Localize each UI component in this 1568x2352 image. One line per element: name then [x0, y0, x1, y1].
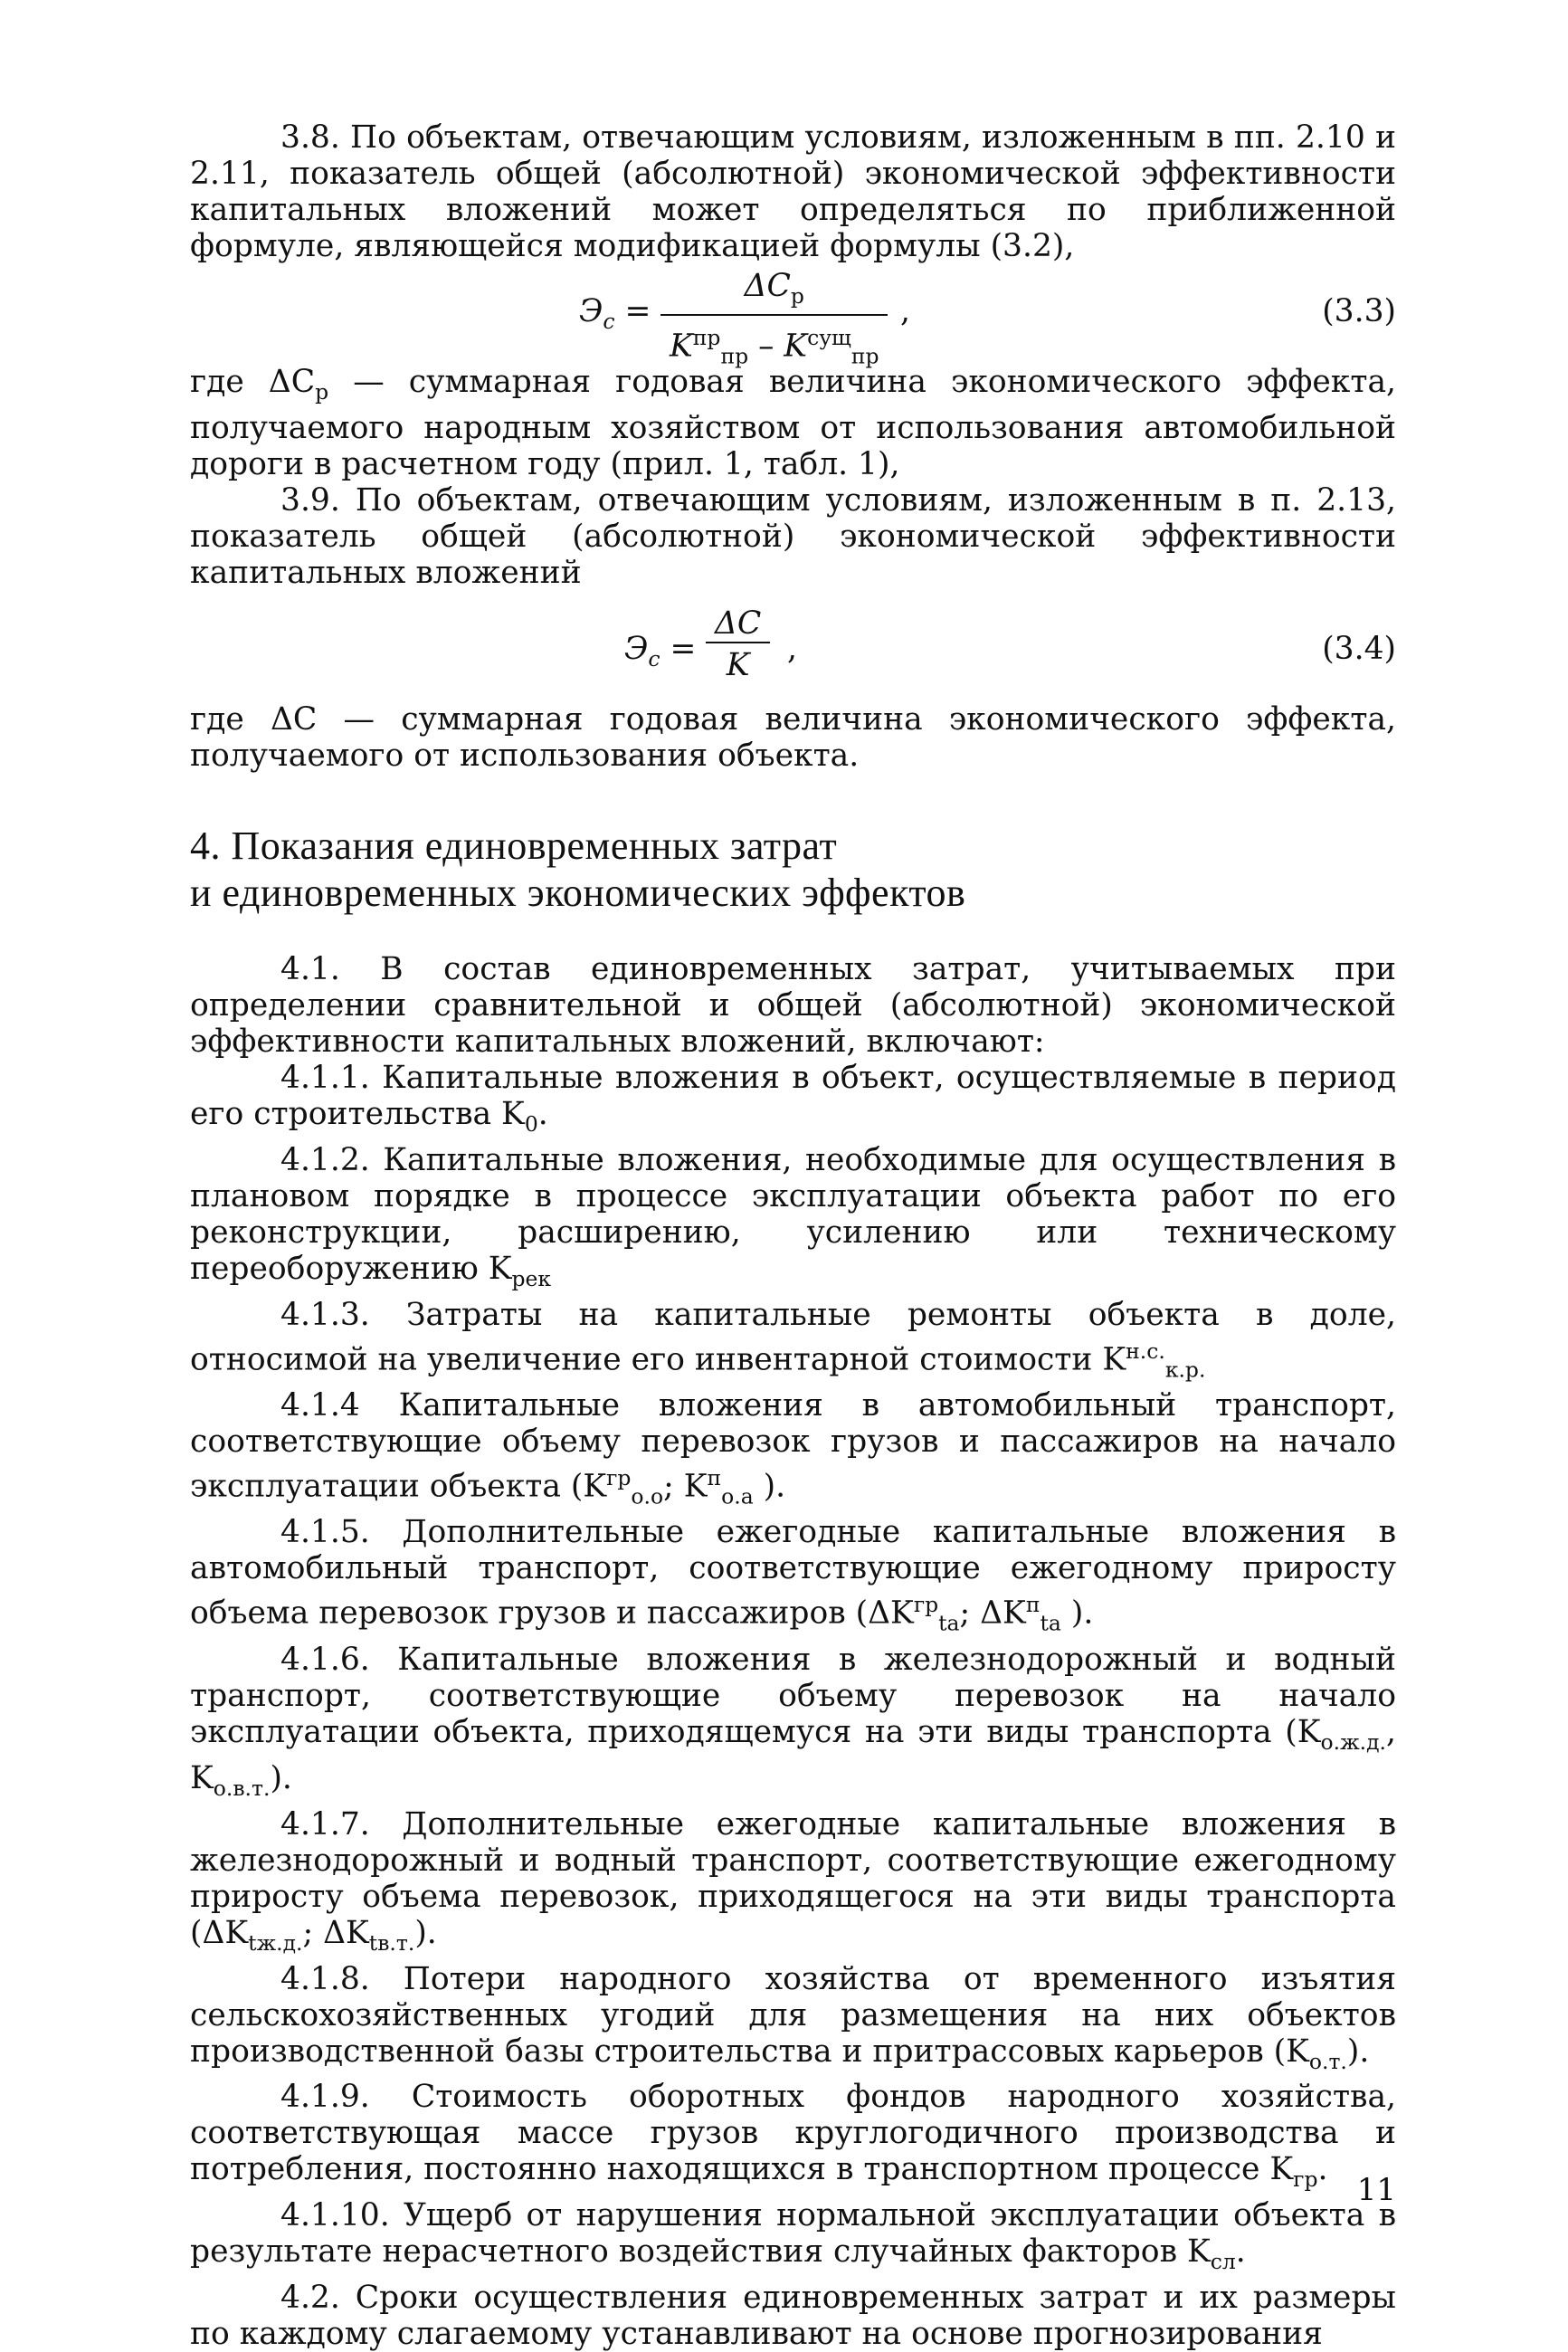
paragraph-3-8-where: где $\Delta C_р$ — суммарная годовая величина экономического эффекта, получаемого народным хозяйством от использования автомобильной дороги в расчетном году (прил. 1, табл. 1),	[190, 364, 1396, 482]
paragraph-4-1-7: 4.1.7. Дополнительные ежегодные капитальные вложения в железнодорожный и водный транспорт, соответствующие ежегодному приросту объема перевозок, приходящегося на эти виды транспорта ($\Delta K_{tж.д.}$; $\Delta K_{tв.т.}$).	[190, 1805, 1396, 1956]
paragraph-4-1-5: 4.1.5. Дополнительные ежегодные капитальные вложения в автомобильный транспорт, соответствующие ежегодному приросту объема перевозок грузов и пассажиров ($\Delta K^{гр}_{tа}$; $\Delta K^п_{tа}$ ).	[190, 1514, 1396, 1636]
formula-fraction: $\frac{\Delta C}{K}$	[706, 605, 770, 685]
formula-3-3: $Э_с$ = $\Delta C_р$ $K^{пр}_{пр} - K^{сущ}_{пр}$ , (3.3)	[190, 268, 1396, 358]
formula-3-4: $Э_с$ = $\frac{\Delta C}{K}$ , (3.4)	[624, 605, 1396, 683]
formula-lhs: $Э_с$ =	[579, 293, 651, 334]
formula-fraction: $\Delta C_р$ $K^{пр}_{пр} - K^{сущ}_{пр}$	[660, 268, 888, 376]
paragraph-4-1-9: 4.1.9. Стоимость оборотных фондов народного хозяйства, соответствующая массе грузов круглогодичного производства и потребления, постоянно находящихся в транспортном процессе $K_{гр}$.	[190, 2079, 1396, 2193]
paragraph-4-1-1: 4.1.1. Капитальные вложения в объект, осуществляемые в период его строительства $K_0$.	[190, 1059, 1396, 1137]
paragraph-4-1-2: 4.1.2. Капитальные вложения, необходимые для осуществления в плановом порядке в процессе эксплуатации объекта работ по его реконструкции, расширению, усилению или техническому переоборужению $K_{рек}$	[190, 1141, 1396, 1291]
paragraph-4-1-10: 4.1.10. Ущерб от нарушения нормальной эксплуатации объекта в результате нерасчетного воздействия случайных факторов $K_{сл}$.	[190, 2197, 1396, 2275]
document-page	[190, 119, 1396, 2352]
paragraph-4-1-6: 4.1.6. Капитальные вложения в железнодорожный и водный транспорт, соответствующие объему перевозок на начало эксплуатации объекта, приходящемуся на эти виды транспорта ($K_{о.ж.д.}$, $K_{о.в.т.}$).	[190, 1641, 1396, 1801]
page-number: 11	[1356, 2172, 1396, 2208]
paragraph-4-1-3: 4.1.3. Затраты на капитальные ремонты объекта в доле, относимой на увеличение его инвентарной стоимости $K^{н.с.}_{к.р.}$	[190, 1296, 1396, 1383]
paragraph-3-9: 3.9. По объектам, отвечающим условиям, изложенным в п. 2.13, показатель общей (абсолютной) экономической эффективности капитальных вложений	[190, 481, 1396, 591]
formula-number: (3.3)	[1322, 293, 1396, 329]
section-heading: 4. Показания единовременных затрат и единовременных экономических эффектов	[190, 823, 966, 915]
paragraph-3-9-where: где ΔC — суммарная годовая величина экономического эффекта, получаемого от использования объекта.	[190, 700, 1396, 774]
paragraph-4-1-8: 4.1.8. Потери народного хозяйства от временного изъятия сельскохозяйственных угодий для размещения на них объектов производственной базы строительства и притрассовых карьеров $(K_{о.т.})$.	[190, 1960, 1396, 2074]
paragraph-4-2: 4.2. Сроки осуществления единовременных затрат и их размеры по каждому слагаемому устанавливают на основе прогнозирования	[190, 2280, 1396, 2352]
paragraph-4-1: 4.1. В состав единовременных затрат, учитываемых при определении сравнительной и общей (абсолютной) экономической эффективности капитальных вложений, включают:	[190, 950, 1396, 1060]
paragraph-4-1-4: 4.1.4 Капитальные вложения в автомобильный транспорт, соответствующие объему перевозок грузов и пассажиров на начало эксплуатации объекта ($K^{гр}_{о.о}$; $K^п_{о.а}$ ).	[190, 1387, 1396, 1509]
formula-lhs: $Э_с$ =	[624, 630, 697, 671]
formula-number: (3.4)	[1322, 630, 1396, 667]
paragraph-3-8: 3.8. По объектам, отвечающим условиям, изложенным в пп. 2.10 и 2.11, показатель общей (абсолютной) экономической эффективности капитальных вложений может определяться по приближенной формуле, являющейся модификацией формулы (3.2),	[190, 119, 1396, 264]
